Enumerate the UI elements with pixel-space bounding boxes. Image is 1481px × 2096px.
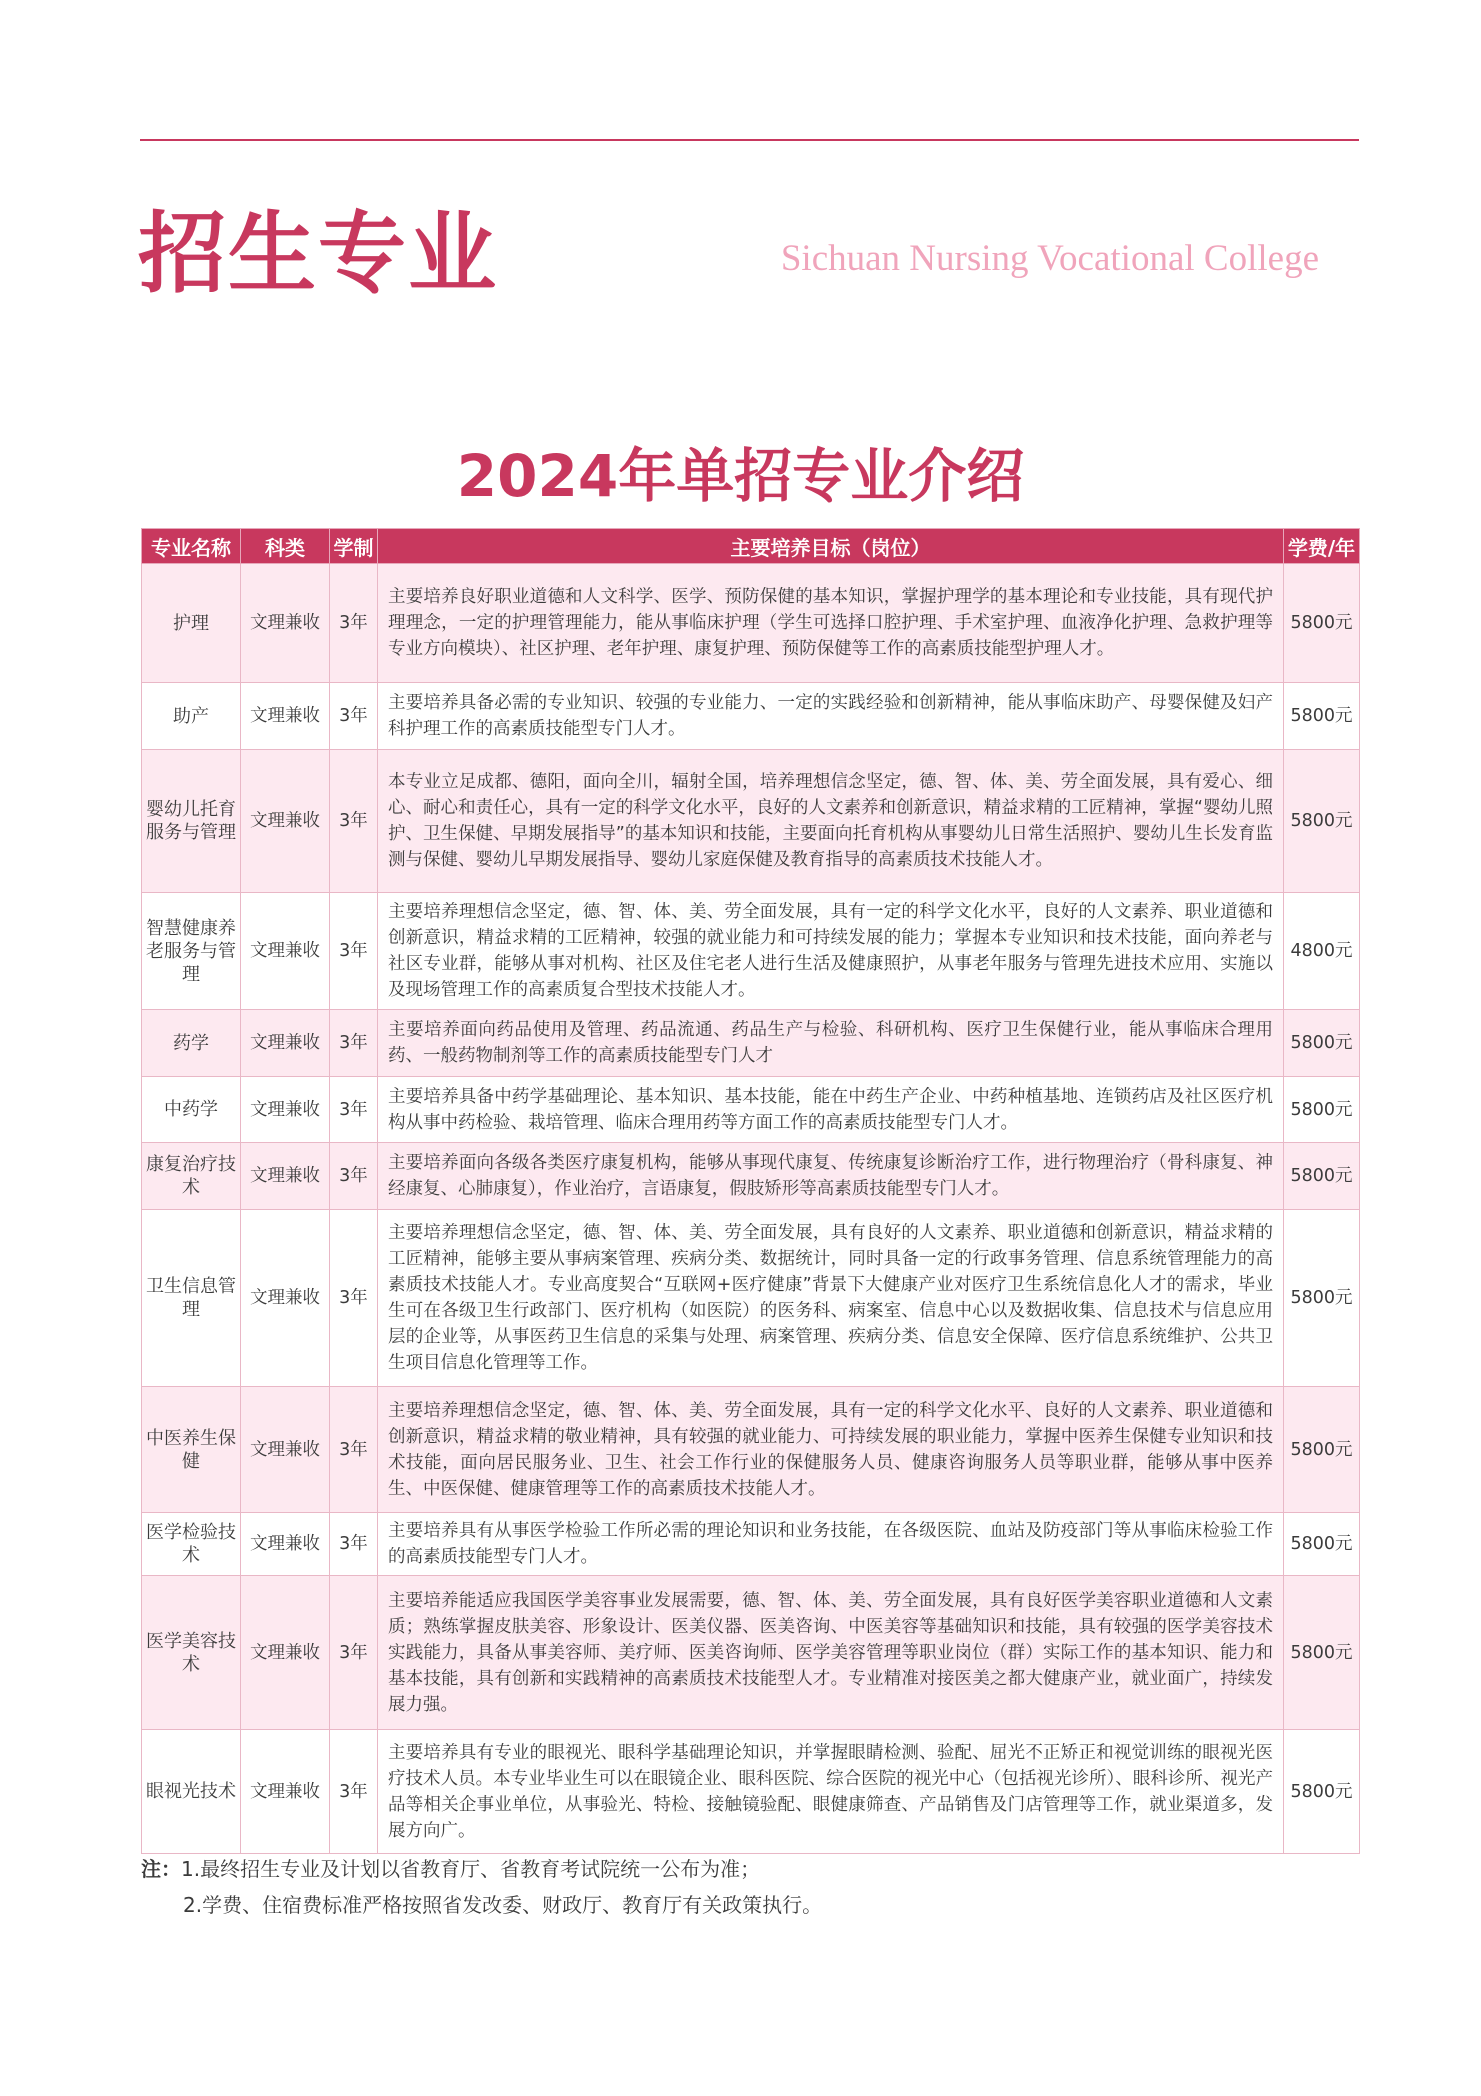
major-description: 主要培养具备必需的专业知识、较强的专业能力、一定的实践经验和创新精神，能从事临床助产、母婴保健及妇产科护理工作的高素质技能型专门人才。 <box>378 683 1284 750</box>
major-name: 中医养生保健 <box>142 1387 241 1513</box>
table-row <box>142 564 1360 683</box>
section-title: 招生专业 <box>138 202 499 305</box>
major-category: 文理兼收 <box>241 1077 330 1143</box>
major-description: 主要培养具备中药学基础理论、基本知识、基本技能，能在中药生产企业、中药种植基地、连锁药店及社区医疗机构从事中药检验、栽培管理、临床合理用药等方面工作的高素质技能型专门人才。 <box>378 1077 1284 1143</box>
major-years: 3年 <box>330 683 378 750</box>
major-description: 主要培养面向各级各类医疗康复机构，能够从事现代康复、传统康复诊断治疗工作，进行物理治疗（骨科康复、神经康复、心肺康复），作业治疗，言语康复，假肢矫形等高素质技能型专门人才。 <box>378 1143 1284 1210</box>
major-category: 文理兼收 <box>241 893 330 1010</box>
major-description: 主要培养理想信念坚定，德、智、体、美、劳全面发展，具有良好的人文素养、职业道德和创新意识，精益求精的工匠精神，能够主要从事病案管理、疾病分类、数据统计，同时具备一定的行政事务管理、信息系统管理能力的高素质技术技能人才。专业高度契合“互联网+医疗健康”背景下大健康产业对医疗卫生系统信息化人才的需求，毕业生可在各级卫生行政部门、医疗机构（如医院）的医务科、病案室、信息中心以及数据收集、信息技术与信息应用层的企业等，从事医药卫生信息的采集与处理、病案管理、疾病分类、信息安全保障、医疗信息系统维护、公共卫生项目信息化管理等工作。 <box>378 1210 1284 1387</box>
major-years: 3年 <box>330 1077 378 1143</box>
major-name: 护理 <box>142 564 241 683</box>
major-category: 文理兼收 <box>241 1387 330 1513</box>
table-row <box>142 1513 1360 1576</box>
major-category: 文理兼收 <box>241 1576 330 1730</box>
col-header-category: 科类 <box>241 529 330 564</box>
major-description: 主要培养理想信念坚定，德、智、体、美、劳全面发展，具有一定的科学文化水平，良好的人文素养、职业道德和创新意识，精益求精的工匠精神，较强的就业能力和可持续发展的能力；掌握本专业知识和技术技能，面向养老与社区专业群，能够从事对机构、社区及住宅老人进行生活及健康照护，从事老年服务与管理先进技术应用、实施以及现场管理工作的高素质复合型技术技能人才。 <box>378 893 1284 1010</box>
major-fee: 5800元 <box>1284 1513 1360 1576</box>
footnote-label: 注： <box>141 1857 181 1881</box>
table-row <box>142 1077 1360 1143</box>
major-years: 3年 <box>330 1143 378 1210</box>
table-row <box>142 683 1360 750</box>
major-years: 3年 <box>330 1513 378 1576</box>
major-years: 3年 <box>330 1210 378 1387</box>
footnotes <box>141 1851 822 1923</box>
table-row <box>142 1210 1360 1387</box>
major-fee: 5800元 <box>1284 750 1360 893</box>
table-title: 2024年单招专业介绍 <box>456 442 1025 510</box>
table-header-row <box>142 529 1360 564</box>
major-category: 文理兼收 <box>241 1143 330 1210</box>
major-fee: 5800元 <box>1284 1143 1360 1210</box>
col-header-years: 学制 <box>330 529 378 564</box>
major-category: 文理兼收 <box>241 1513 330 1576</box>
major-fee: 5800元 <box>1284 683 1360 750</box>
footnote-text-1: 1.最终招生专业及计划以省教育厅、省教育考试院统一公布为准； <box>181 1857 761 1881</box>
major-name: 婴幼儿托育服务与管理 <box>142 750 241 893</box>
footnote-text-2: 2.学费、住宿费标准严格按照省发改委、财政厅、教育厅有关政策执行。 <box>183 1893 823 1917</box>
major-description: 主要培养具有从事医学检验工作所必需的理论知识和业务技能，在各级医院、血站及防疫部门等从事临床检验工作的高素质技能型专门人才。 <box>378 1513 1284 1576</box>
major-fee: 4800元 <box>1284 893 1360 1010</box>
major-fee: 5800元 <box>1284 1576 1360 1730</box>
col-header-name: 专业名称 <box>142 529 241 564</box>
footnote-2 <box>141 1887 822 1923</box>
major-years: 3年 <box>330 893 378 1010</box>
college-name: Sichuan Nursing Vocational College <box>780 238 1319 279</box>
major-name: 医学美容技术 <box>142 1576 241 1730</box>
major-description: 主要培养具有专业的眼视光、眼科学基础理论知识，并掌握眼睛检测、验配、屈光不正矫正和视觉训练的眼视光医疗技术人员。本专业毕业生可以在眼镜企业、眼科医院、综合医院的视光中心（包括视光诊所）、眼科诊所、视光产品等相关企事业单位，从事验光、特检、接触镜验配、眼健康筛查、产品销售及门店管理等工作，就业渠道多，发展方向广。 <box>378 1730 1284 1854</box>
major-name: 中药学 <box>142 1077 241 1143</box>
major-description: 主要培养良好职业道德和人文科学、医学、预防保健的基本知识，掌握护理学的基本理论和专业技能，具有现代护理理念，一定的护理管理能力，能从事临床护理（学生可选择口腔护理、手术室护理、血液净化护理、急救护理等专业方向模块）、社区护理、老年护理、康复护理、预防保健等工作的高素质技能型护理人才。 <box>378 564 1284 683</box>
major-fee: 5800元 <box>1284 1730 1360 1854</box>
major-years: 3年 <box>330 1730 378 1854</box>
table-row <box>142 1387 1360 1513</box>
footnote-1 <box>141 1851 822 1887</box>
table-row <box>142 750 1360 893</box>
col-header-goal: 主要培养目标（岗位） <box>378 529 1284 564</box>
major-name: 智慧健康养老服务与管理 <box>142 893 241 1010</box>
table-row <box>142 1730 1360 1854</box>
major-name: 药学 <box>142 1010 241 1077</box>
major-years: 3年 <box>330 1387 378 1513</box>
header-divider <box>140 139 1359 141</box>
major-fee: 5800元 <box>1284 1210 1360 1387</box>
major-description: 主要培养能适应我国医学美容事业发展需要，德、智、体、美、劳全面发展，具有良好医学美容职业道德和人文素质；熟练掌握皮肤美容、形象设计、医美仪器、医美咨询、中医美容等基础知识和技能，具有较强的医学美容技术实践能力，具备从事美容师、美疗师、医美咨询师、医学美容管理等职业岗位（群）实际工作的基本知识、能力和基本技能，具有创新和实践精神的高素质技术技能型人才。专业精准对接医美之都大健康产业，就业面广，持续发展力强。 <box>378 1576 1284 1730</box>
col-header-fee: 学费/年 <box>1284 529 1360 564</box>
major-description: 主要培养面向药品使用及管理、药品流通、药品生产与检验、科研机构、医疗卫生保健行业，能从事临床合理用药、一般药物制剂等工作的高素质技能型专门人才 <box>378 1010 1284 1077</box>
table-row <box>142 1576 1360 1730</box>
major-category: 文理兼收 <box>241 564 330 683</box>
major-category: 文理兼收 <box>241 1210 330 1387</box>
major-description: 本专业立足成都、德阳，面向全川，辐射全国，培养理想信念坚定，德、智、体、美、劳全面发展，具有爱心、细心、耐心和责任心，具有一定的科学文化水平，良好的人文素养和创新意识，精益求精的工匠精神，掌握“婴幼儿照护、卫生保健、早期发展指导”的基本知识和技能，主要面向托育机构从事婴幼儿日常生活照护、婴幼儿生长发育监测与保健、婴幼儿早期发展指导、婴幼儿家庭保健及教育指导的高素质技术技能人才。 <box>378 750 1284 893</box>
major-fee: 5800元 <box>1284 564 1360 683</box>
major-name: 助产 <box>142 683 241 750</box>
major-name: 医学检验技术 <box>142 1513 241 1576</box>
table-row <box>142 1143 1360 1210</box>
major-category: 文理兼收 <box>241 1730 330 1854</box>
table-row <box>142 1010 1360 1077</box>
majors-table <box>141 528 1360 1854</box>
major-years: 3年 <box>330 564 378 683</box>
major-category: 文理兼收 <box>241 1010 330 1077</box>
major-description: 主要培养理想信念坚定，德、智、体、美、劳全面发展，具有一定的科学文化水平、良好的人文素养、职业道德和创新意识，精益求精的敬业精神，具有较强的就业能力、可持续发展的职业能力，掌握中医养生保健专业知识和技术技能，面向居民服务业、卫生、社会工作行业的保健服务人员、健康咨询服务人员等职业群，能够从事中医养生、中医保健、健康管理等工作的高素质技术技能人才。 <box>378 1387 1284 1513</box>
major-category: 文理兼收 <box>241 683 330 750</box>
major-fee: 5800元 <box>1284 1010 1360 1077</box>
major-fee: 5800元 <box>1284 1387 1360 1513</box>
major-years: 3年 <box>330 1576 378 1730</box>
table-row <box>142 893 1360 1010</box>
major-category: 文理兼收 <box>241 750 330 893</box>
major-years: 3年 <box>330 750 378 893</box>
major-name: 眼视光技术 <box>142 1730 241 1854</box>
major-years: 3年 <box>330 1010 378 1077</box>
major-name: 康复治疗技术 <box>142 1143 241 1210</box>
major-fee: 5800元 <box>1284 1077 1360 1143</box>
major-name: 卫生信息管理 <box>142 1210 241 1387</box>
